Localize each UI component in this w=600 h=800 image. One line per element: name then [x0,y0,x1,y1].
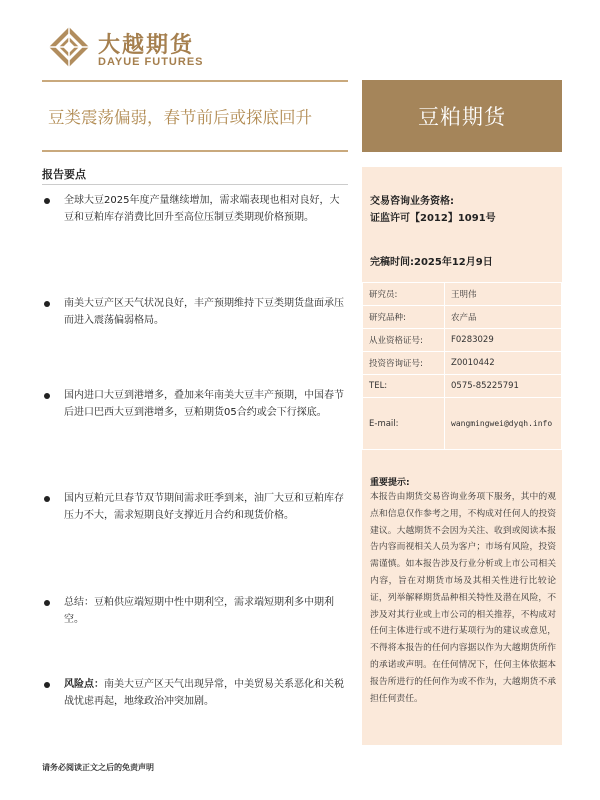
license-info: 交易咨询业务资格: 证监许可【2012】1091号 [370,196,496,224]
table-row: TEL: 0575-85225791 [363,375,562,398]
summary-heading: 报告要点 [42,168,86,181]
notice-heading: 重要提示: [370,478,410,488]
bullet-icon [44,198,50,204]
product-name: 豆粕期货 [418,105,506,129]
bullet-icon [44,600,50,606]
logo-name-en: DAYUE FUTURES [98,56,204,68]
report-title: 豆类震荡偏弱，春节前后或探底回升 [48,108,312,127]
summary-point: 国内豆粕元旦春节双节期间需求旺季到来，油厂大豆和豆粕库存压力不大，需求短期良好支撑近月合约和现货价格。 [44,490,349,524]
table-row: 研究品种: 农产品 [363,306,562,329]
logo-name-cn: 大越期货 [98,33,195,58]
bullet-icon [44,301,50,307]
summary-point: 南美大豆产区天气状况良好，丰产预期维持下豆类期货盘面承压而进入震荡偏弱格局。 [44,295,349,329]
table-row: 从业资格证号: F0283029 [363,329,562,352]
bullet-icon [44,496,50,502]
info-sidebar [362,167,562,745]
table-row: 研究员: 王明伟 [363,283,562,306]
summary-point: 风险点：南美大豆产区天气出现异常，中美贸易关系恶化和关税战忧虑再起，地缘政治冲突加剧。 [44,676,349,710]
table-row: 投资咨询证号: Z0010442 [363,352,562,375]
summary-rule [42,184,348,185]
summary-point: 国内进口大豆到港增多，叠加来年南美大豆丰产预期，中国春节后进口巴西大豆到港增多，豆粕期货05合约或会下行探底。 [44,387,349,421]
summary-point: 全球大豆2025年度产量继续增加，需求端表现也相对良好，大豆和豆粕库存消费比回升至高位压制豆类期现价格预期。 [44,192,349,226]
title-rule-bottom [42,150,348,152]
disclaimer-footer: 请务必阅读正文之后的免责声明 [42,763,154,772]
notice-text: 本报告由期货交易咨询业务项下服务，其中的观点和信息仅作参考之用，不构成对任何人的投资建议。大越期货不会因为关注、收到或阅读本报告内容而视相关人员为客户；市场有风险，投资需谨慎。如本报告涉及行业分析或上市公司相关内容，旨在对期货市场及其相关性进行比较论证，列举解释期货品种相关特性及潜在风险，不涉及对其行业或上市公司的相关推荐，不构成对任何主体进行或不进行某项行为的建议或意见，不得将本报告的任何内容据以作为大越期货所作的承诺或声明。在任何情况下，任何主体依据本报告所进行的任何作为或不作为，大越期货不承担任何责任。 [370,492,556,704]
email-link[interactable]: wangmingwei@dyqh.info [445,398,562,450]
product-banner [362,80,562,152]
completion-date: 完稿时间:2025年12月9日 [370,257,493,268]
summary-point: 总结：豆粕供应端短期中性中期利空，需求端短期利多中期利空。 [44,594,349,628]
analyst-info-table [362,282,562,450]
company-logo [48,26,228,72]
logo-mark-icon [48,26,90,68]
title-rule-top [42,80,348,82]
table-row: E-mail: wangmingwei@dyqh.info [363,398,562,450]
bullet-icon [44,393,50,399]
bullet-icon [44,682,50,688]
